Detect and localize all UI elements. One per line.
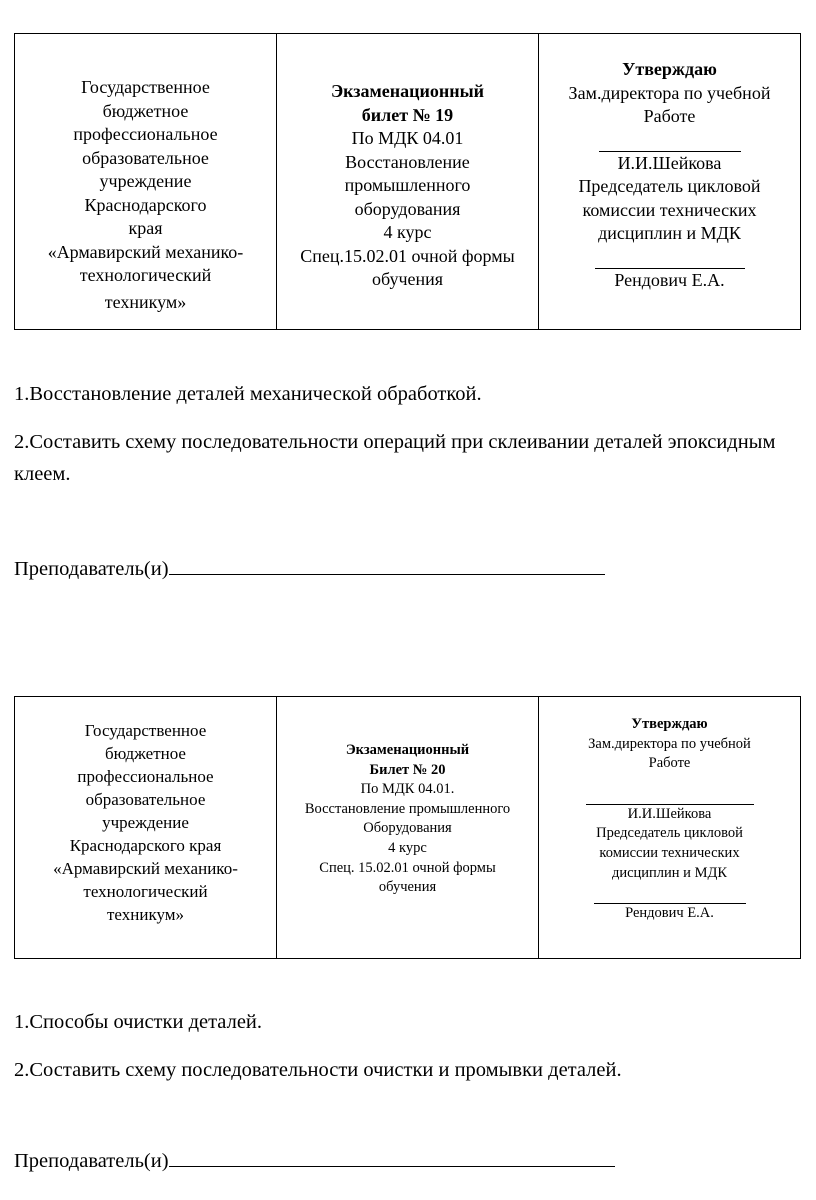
org-line: бюджетное — [105, 744, 186, 763]
org-line: профессиональное — [73, 124, 218, 144]
ticket-info-cell — [277, 34, 539, 330]
org-line: образовательное — [85, 790, 206, 809]
signature-line — [599, 129, 741, 152]
teacher-signature-line — [169, 573, 605, 575]
org-line: технологический — [79, 265, 212, 285]
org-line: образовательное — [82, 147, 209, 168]
institution-cell — [15, 697, 277, 959]
chair-line: дисциплин и МДК — [611, 864, 728, 881]
institution-cell — [15, 34, 277, 330]
chair-line: Председатель цикловой — [596, 825, 743, 842]
detail-line: 4 курс — [388, 839, 427, 856]
teacher-signature-row — [14, 1150, 615, 1173]
teacher-signature-row — [14, 558, 605, 581]
approver-name: И.И.Шейкова — [627, 805, 712, 822]
ticket-info-cell — [277, 697, 539, 959]
org-line: технологический — [83, 882, 208, 901]
org-line: профессиональное — [77, 767, 214, 786]
org-line: Государственное — [81, 77, 210, 97]
org-line: «Армавирский механико- — [53, 859, 238, 878]
detail-line: обучения — [371, 269, 444, 289]
org-line: бюджетное — [102, 100, 189, 121]
chair-line: Председатель цикловой — [578, 176, 761, 196]
detail-line: оборудования — [354, 198, 461, 219]
teacher-label: Преподаватель(и) — [14, 558, 169, 580]
ticket-title: Экзаменационный — [330, 81, 485, 101]
chair-line: комиссии технических — [599, 844, 740, 861]
detail-line: По МДК 04.01. — [360, 781, 455, 798]
org-line: «Армавирский механико- — [47, 241, 244, 262]
approve-heading: Утверждаю — [631, 716, 708, 732]
ticket-number: Билет № 20 — [369, 761, 446, 778]
question-1: 1.Способы очистки деталей. — [14, 1011, 263, 1033]
detail-line: Оборудования — [363, 820, 452, 837]
question-2: 2.Составить схему последовательности очистки и промывки деталей. — [14, 1059, 622, 1081]
ticket-19-header-table — [14, 33, 801, 330]
question-2: 2.Составить схему последовательности операций при склеивании деталей эпоксидным клеем. — [14, 431, 776, 485]
question-1: 1.Восстановление деталей механической обработкой. — [14, 383, 482, 405]
ticket-title: Экзаменационный — [345, 742, 470, 758]
signature-line — [595, 246, 745, 269]
detail-line: По МДК 04.01 — [351, 128, 464, 148]
org-line: Краснодарского края — [69, 836, 222, 855]
teacher-signature-line — [169, 1165, 615, 1167]
org-line: учреждение — [99, 171, 192, 191]
detail-line: Спец. 15.02.01 очной формы — [319, 859, 496, 876]
org-line: техникум» — [104, 291, 187, 312]
org-line: техникум» — [107, 905, 184, 924]
detail-line: Спец.15.02.01 очной формы — [300, 245, 515, 266]
detail-line: 4 курс — [383, 222, 432, 242]
approve-heading: Утверждаю — [622, 59, 717, 79]
detail-line: Восстановление — [345, 151, 470, 172]
teacher-label: Преподаватель(и) — [14, 1150, 169, 1172]
org-line: края — [128, 218, 163, 238]
chair-line: дисциплин и МДК — [598, 223, 741, 243]
approval-cell — [539, 34, 801, 330]
approver-position: Зам.директора по учебной — [568, 82, 771, 103]
signature-line — [594, 883, 746, 904]
chair-name: Рендович Е.А. — [625, 905, 714, 922]
approver-name: И.И.Шейкова — [617, 152, 722, 173]
detail-line: Восстановление промышленного — [304, 800, 511, 817]
approval-cell — [539, 697, 801, 959]
ticket-number: билет № 19 — [361, 104, 454, 125]
signature-line — [586, 774, 754, 805]
org-line: учреждение — [102, 813, 189, 832]
org-line: Государственное — [84, 721, 207, 740]
approver-position: Работе — [648, 755, 691, 772]
chair-name: Рендович Е.А. — [614, 269, 725, 290]
org-line: Краснодарского — [84, 194, 207, 215]
approver-position: Зам.директора по учебной — [588, 735, 751, 752]
approver-position: Работе — [643, 106, 696, 126]
chair-line: комиссии технических — [582, 199, 757, 220]
detail-line: промышленного — [344, 175, 471, 195]
ticket-20-header-table — [14, 696, 801, 959]
detail-line: обучения — [378, 879, 437, 896]
